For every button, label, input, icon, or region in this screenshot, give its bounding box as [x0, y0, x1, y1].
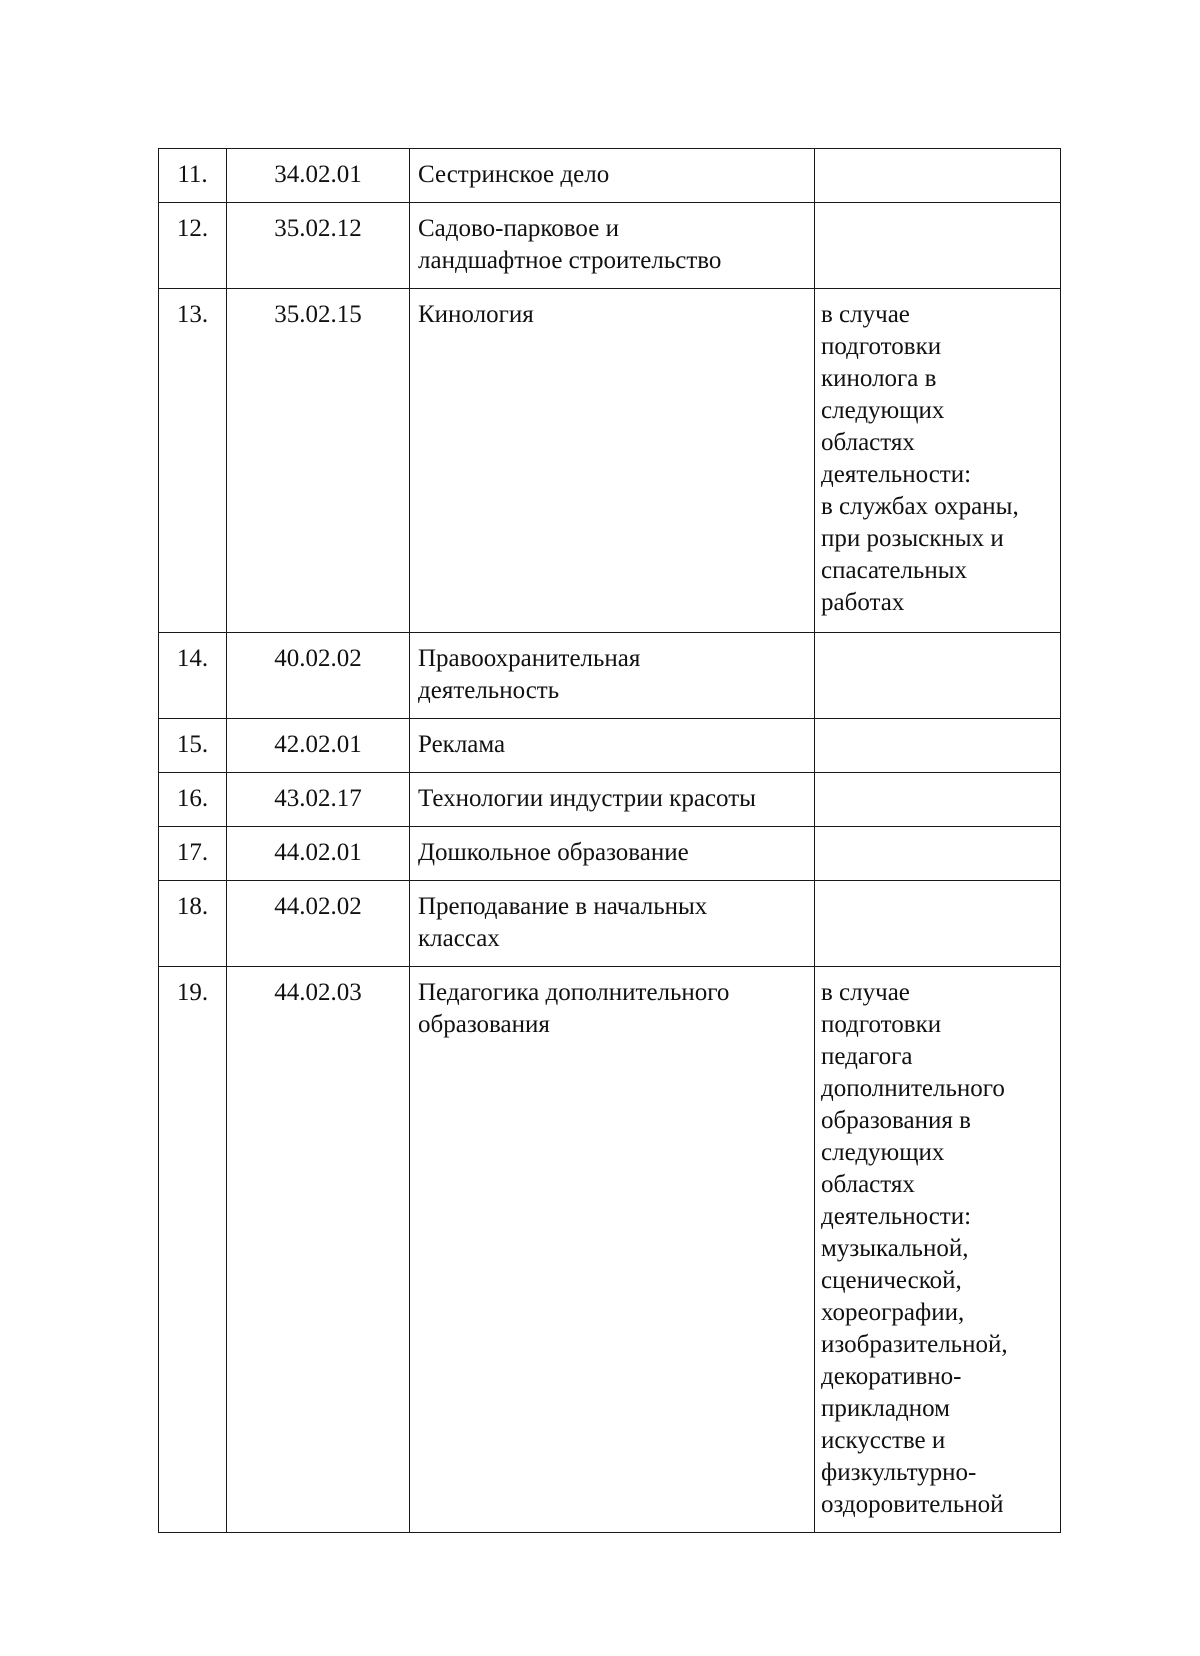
row-number-cell: [159, 967, 227, 1533]
row-number: 13.: [176, 301, 209, 328]
specialty-code-cell: [227, 289, 410, 633]
row-number: 18.: [176, 893, 209, 920]
row-number: 15.: [176, 731, 209, 758]
specialty-code-cell: [227, 773, 410, 827]
specialty-name: Технологии индустрии красоты: [418, 785, 756, 812]
row-number-cell: [159, 633, 227, 719]
row-number-cell: [159, 773, 227, 827]
specialty-code: 44.02.01: [274, 839, 362, 866]
specialty-code-cell: [227, 827, 410, 881]
specialty-note: в случае подготовки кинолога в следующих областях деятельности: в службах охраны, при розыскных и спасательных работах: [821, 301, 1019, 616]
table-row: [159, 773, 1061, 827]
specialties-table: [158, 148, 1061, 1533]
specialty-code: 44.02.03: [274, 979, 362, 1006]
table-row: [159, 149, 1061, 203]
note-cell: [815, 149, 1061, 203]
specialty-name-cell: [410, 967, 815, 1533]
row-number-cell: [159, 289, 227, 633]
note-cell: [815, 203, 1061, 289]
row-number: 12.: [176, 215, 209, 242]
specialty-code: 35.02.12: [274, 215, 362, 242]
specialty-name: Кинология: [418, 301, 534, 328]
table-row: [159, 881, 1061, 967]
specialty-name: Реклама: [418, 731, 506, 758]
note-cell: [815, 881, 1061, 967]
specialty-code: 35.02.15: [274, 301, 362, 328]
specialty-code-cell: [227, 203, 410, 289]
table-row: [159, 967, 1061, 1533]
specialty-code: 42.02.01: [274, 731, 362, 758]
note-cell: [815, 719, 1061, 773]
table-row: [159, 633, 1061, 719]
specialty-name: Преподавание в начальных классах: [418, 893, 708, 952]
note-cell: [815, 827, 1061, 881]
table-row: [159, 203, 1061, 289]
row-number-cell: [159, 827, 227, 881]
row-number: 19.: [176, 979, 209, 1006]
row-number-cell: [159, 203, 227, 289]
row-number-cell: [159, 149, 227, 203]
row-number: 17.: [176, 839, 209, 866]
specialty-code-cell: [227, 881, 410, 967]
specialty-code: 40.02.02: [274, 645, 362, 672]
specialty-code-cell: [227, 149, 410, 203]
table-row: [159, 719, 1061, 773]
specialty-name-cell: [410, 881, 815, 967]
specialty-name: Сестринское дело: [418, 161, 610, 188]
specialty-code-cell: [227, 719, 410, 773]
specialty-name-cell: [410, 149, 815, 203]
row-number-cell: [159, 881, 227, 967]
specialty-name-cell: [410, 827, 815, 881]
specialty-name: Правоохранительная деятельность: [418, 645, 641, 704]
specialty-name-cell: [410, 633, 815, 719]
note-cell: [815, 967, 1061, 1533]
specialty-name: Садово-парковое и ландшафтное строительство: [418, 215, 722, 274]
specialty-code: 34.02.01: [274, 161, 362, 188]
note-cell: [815, 289, 1061, 633]
specialty-name: Педагогика дополнительного образования: [418, 979, 730, 1038]
specialty-name-cell: [410, 773, 815, 827]
specialty-code-cell: [227, 967, 410, 1533]
specialty-note: в случае подготовки педагога дополнительного образования в следующих областях деятельности: музыкальной, сценической, хореографии, изобразительной, декоративно- прикладном искусстве и физкультурно- оздоровительной: [821, 979, 1008, 1518]
row-number-cell: [159, 719, 227, 773]
specialty-code: 44.02.02: [274, 893, 362, 920]
row-number: 16.: [176, 785, 209, 812]
note-cell: [815, 633, 1061, 719]
table-row: [159, 827, 1061, 881]
row-number: 14.: [176, 645, 209, 672]
row-number: 11.: [177, 161, 208, 188]
specialty-name-cell: [410, 719, 815, 773]
table-row: [159, 289, 1061, 633]
note-cell: [815, 773, 1061, 827]
specialty-code-cell: [227, 633, 410, 719]
specialty-code: 43.02.17: [274, 785, 362, 812]
specialty-name-cell: [410, 289, 815, 633]
specialty-name: Дошкольное образование: [418, 839, 689, 866]
specialty-name-cell: [410, 203, 815, 289]
